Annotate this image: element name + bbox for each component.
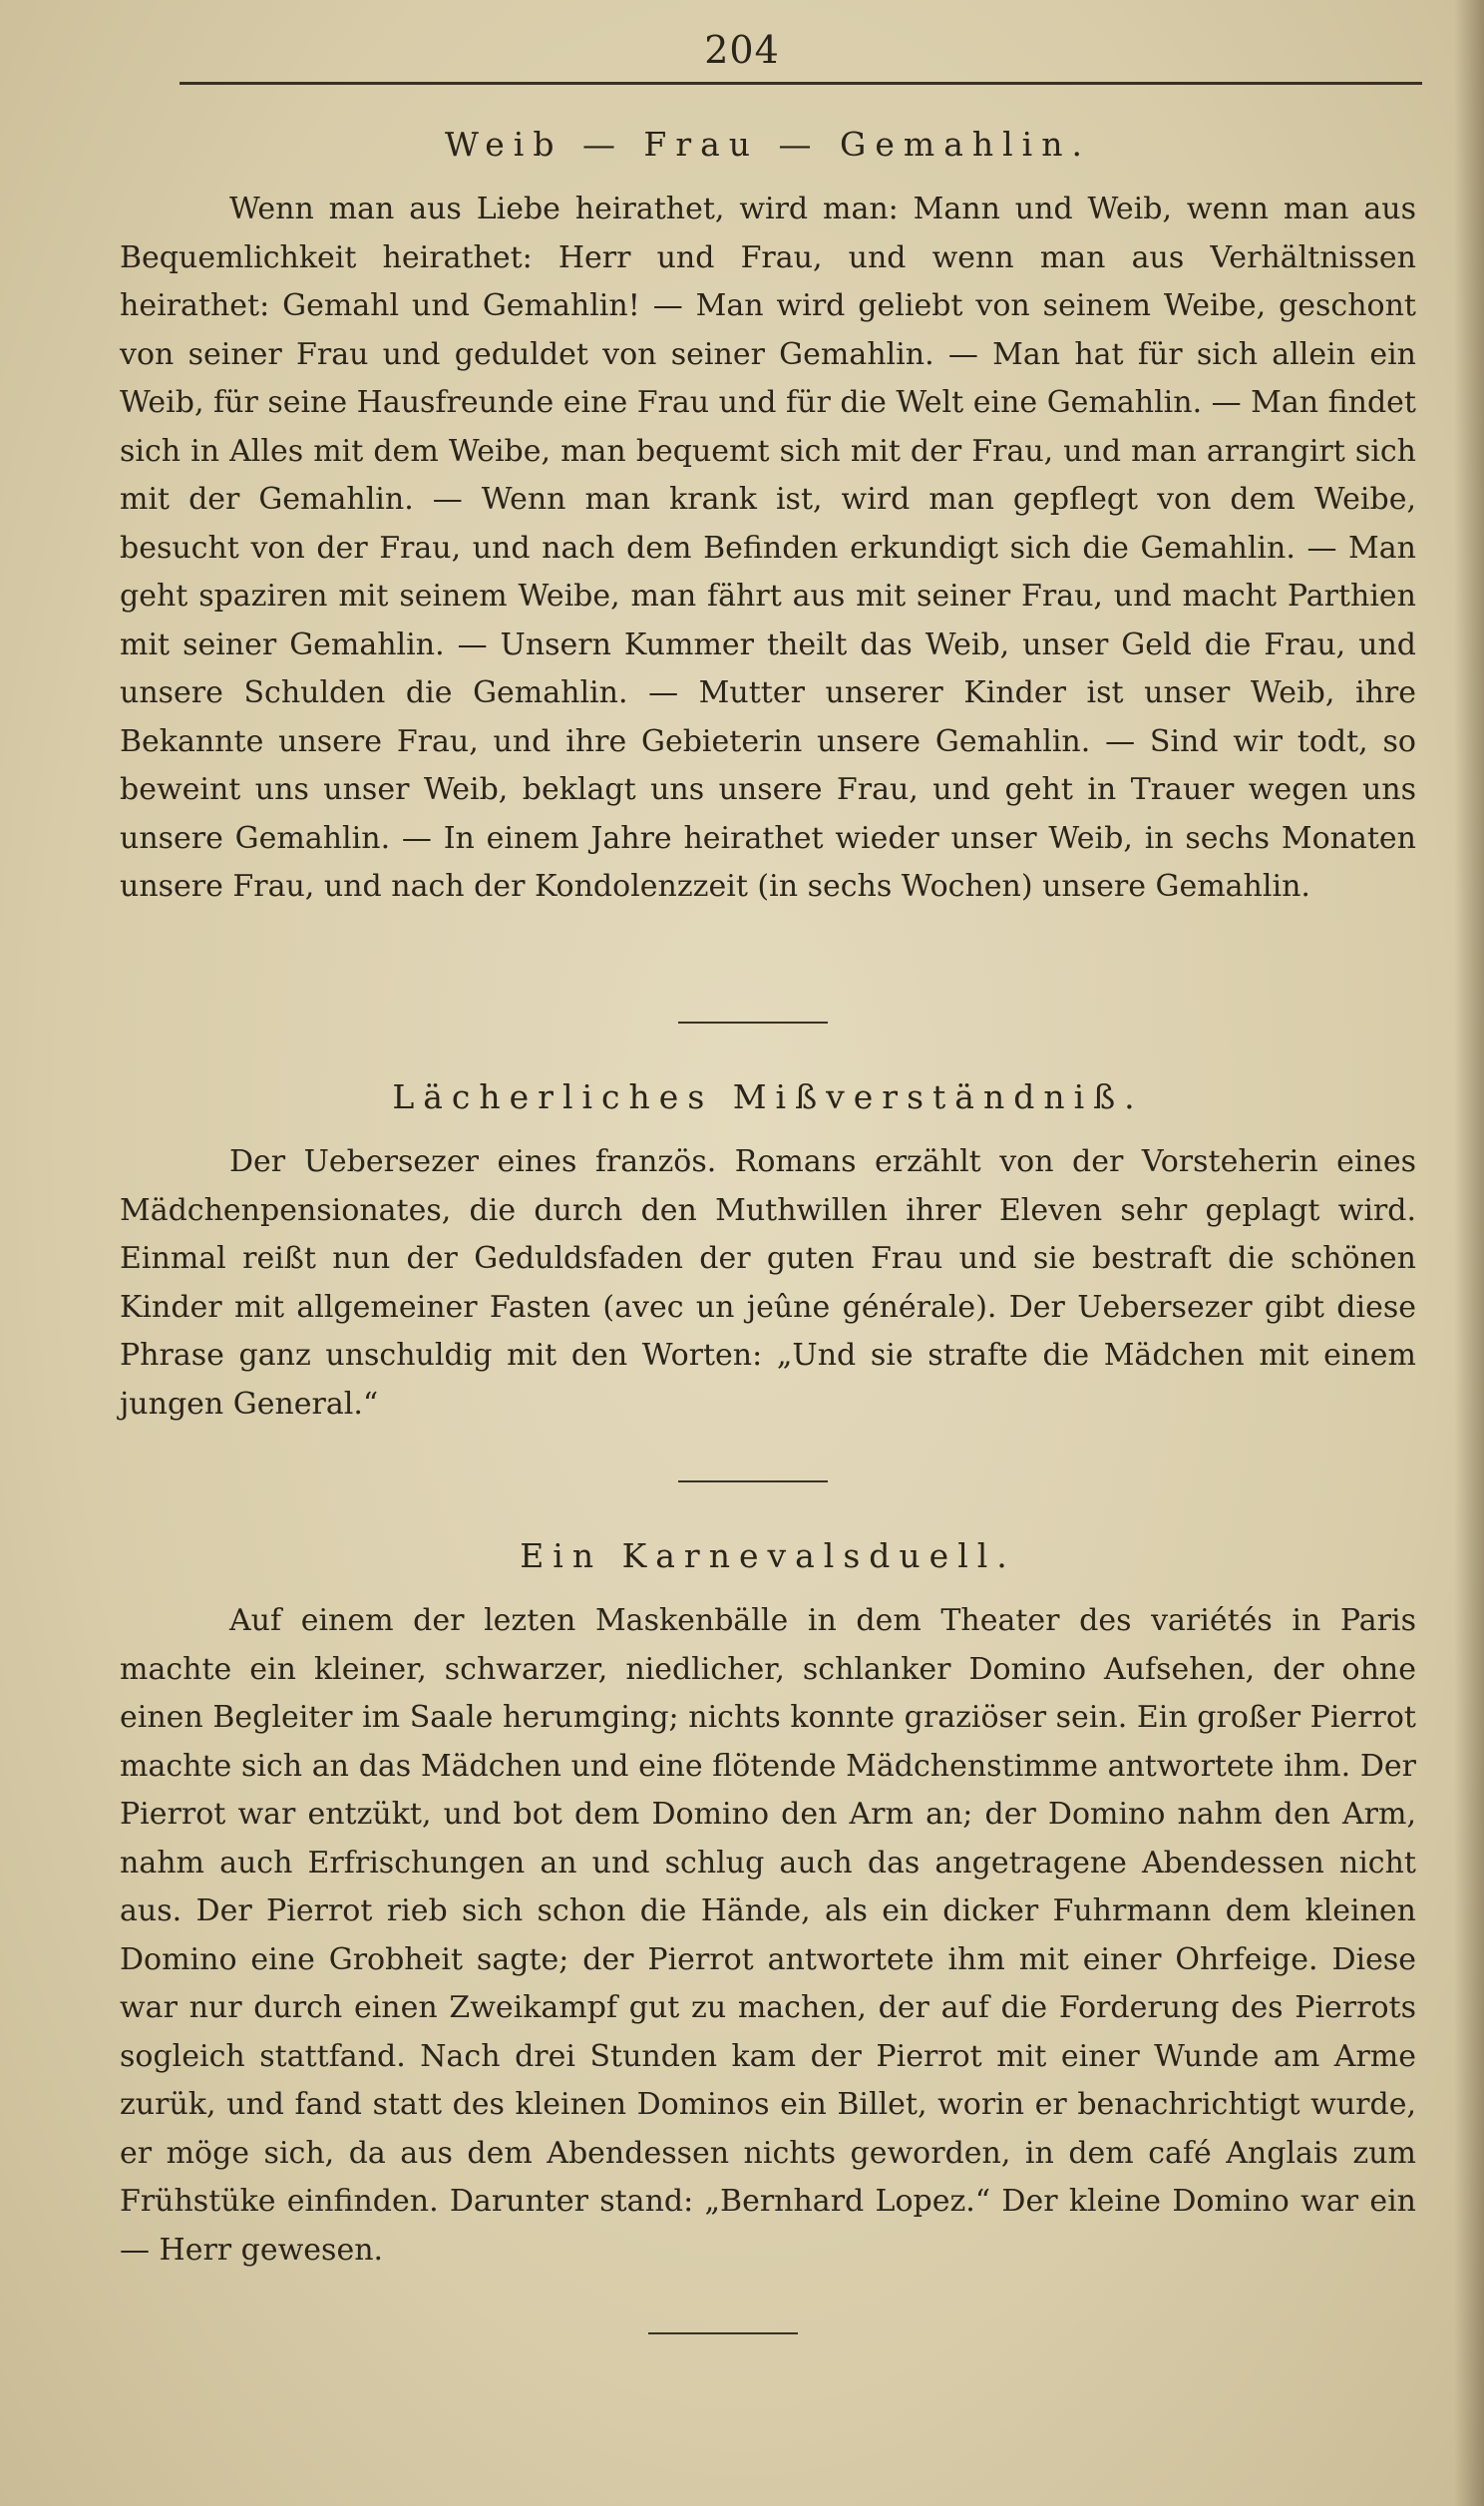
section-weib-frau-gemahlin [120, 125, 1416, 912]
section-divider [678, 1022, 828, 1024]
section-body: Wenn man aus Liebe heirathet, wird man: Mann und Weib, wenn man aus Bequemlichkeit heirathet: Herr und Frau, und wenn man aus Verhältnissen heirathet: Gemahl und Gemahlin! — Man wird geliebt von seinem Weibe, geschont von seiner Frau und geduldet von seiner Gemahlin. — Man hat für sich allein ein Weib, für seine Hausfreunde eine Frau und für die Welt eine Gemahlin. — Man findet sich in Alles mit dem Weibe, man bequemt sich mit der Frau, und man arrangirt sich mit der Gemahlin. — Wenn man krank ist, wird man gepflegt von dem Weibe, besucht von der Frau, und nach dem Befinden erkundigt sich die Gemahlin. — Man geht spaziren mit seinem Weibe, man fährt aus mit seiner Frau, und macht Parthien mit seiner Gemahlin. — Unsern Kummer theilt das Weib, unser Geld die Frau, und unsere Schulden die Gemahlin. — Mutter unserer Kinder ist unser Weib, ihre Bekannte unsere Frau, und ihre Gebieterin unsere Gemahlin. — Sind wir todt, so beweint uns unser Weib, beklagt uns unsere Frau, und geht in Trauer wegen uns unsere Gemahlin. — In einem Jahre heirathet wieder unser Weib, in sechs Monaten unsere Frau, und nach der Kondolenzzeit (in sechs Wochen) unsere Gemahlin. [120, 192, 1416, 904]
section-divider [648, 2332, 798, 2334]
section-title: Ein Karnevalsduell. [520, 1536, 1016, 1575]
section-karnevalsduell [120, 1536, 1416, 2275]
page-edge-shadow [1454, 0, 1484, 2506]
header-rule [180, 82, 1422, 85]
section-title: Lächerliches Mißverständniß. [392, 1077, 1144, 1116]
page-number: 204 [704, 28, 780, 72]
section-missverstaendniss [120, 1077, 1416, 1429]
section-title: Weib — Frau — Gemahlin. [445, 125, 1091, 164]
section-body: Auf einem der lezten Maskenbälle in dem Theater des variétés in Paris machte ein kleiner, schwarzer, niedlicher, schlanker Domino Aufsehen, der ohne einen Begleiter im Saale herumging; nichts konnte graziöser sein. Ein großer Pierrot machte sich an das Mädchen und eine flötende Mädchenstimme antwortete ihm. Der Pierrot war entzükt, und bot dem Domino den Arm an; der Domino nahm den Arm, nahm auch Erfrischungen an und schlug auch das angetragene Abendessen nicht aus. Der Pierrot rieb sich schon die Hände, als ein dicker Fuhrmann dem kleinen Domino eine Grobheit sagte; der Pierrot antwortete ihm mit einer Ohrfeige. Diese war nur durch einen Zweikampf gut zu machen, der auf die Forderung des Pierrots sogleich stattfand. Nach drei Stunden kam der Pierrot mit einer Wunde am Arme zurük, und fand statt des kleinen Dominos ein Billet, worin er benachrichtigt wurde, er möge sich, da aus dem Abendessen nichts geworden, in dem café Anglais zum Frühstüke einfinden. Darunter stand: „Bernhard Lopez.“ Der kleine Domino war ein — Herr gewesen. [120, 1603, 1416, 2268]
section-body: Der Uebersezer eines französ. Romans erzählt von der Vorsteherin eines Mädchenpensionates, die durch den Muthwillen ihrer Eleven sehr geplagt wird. Einmal reißt nun der Geduldsfaden der guten Frau und sie bestraft die schönen Kinder mit allgemeiner Fasten (avec un jeûne générale). Der Uebersezer gibt diese Phrase ganz unschuldig mit den Worten: „Und sie strafte die Mädchen mit einem jungen General.“ [120, 1144, 1416, 1422]
section-divider [678, 1480, 828, 1482]
